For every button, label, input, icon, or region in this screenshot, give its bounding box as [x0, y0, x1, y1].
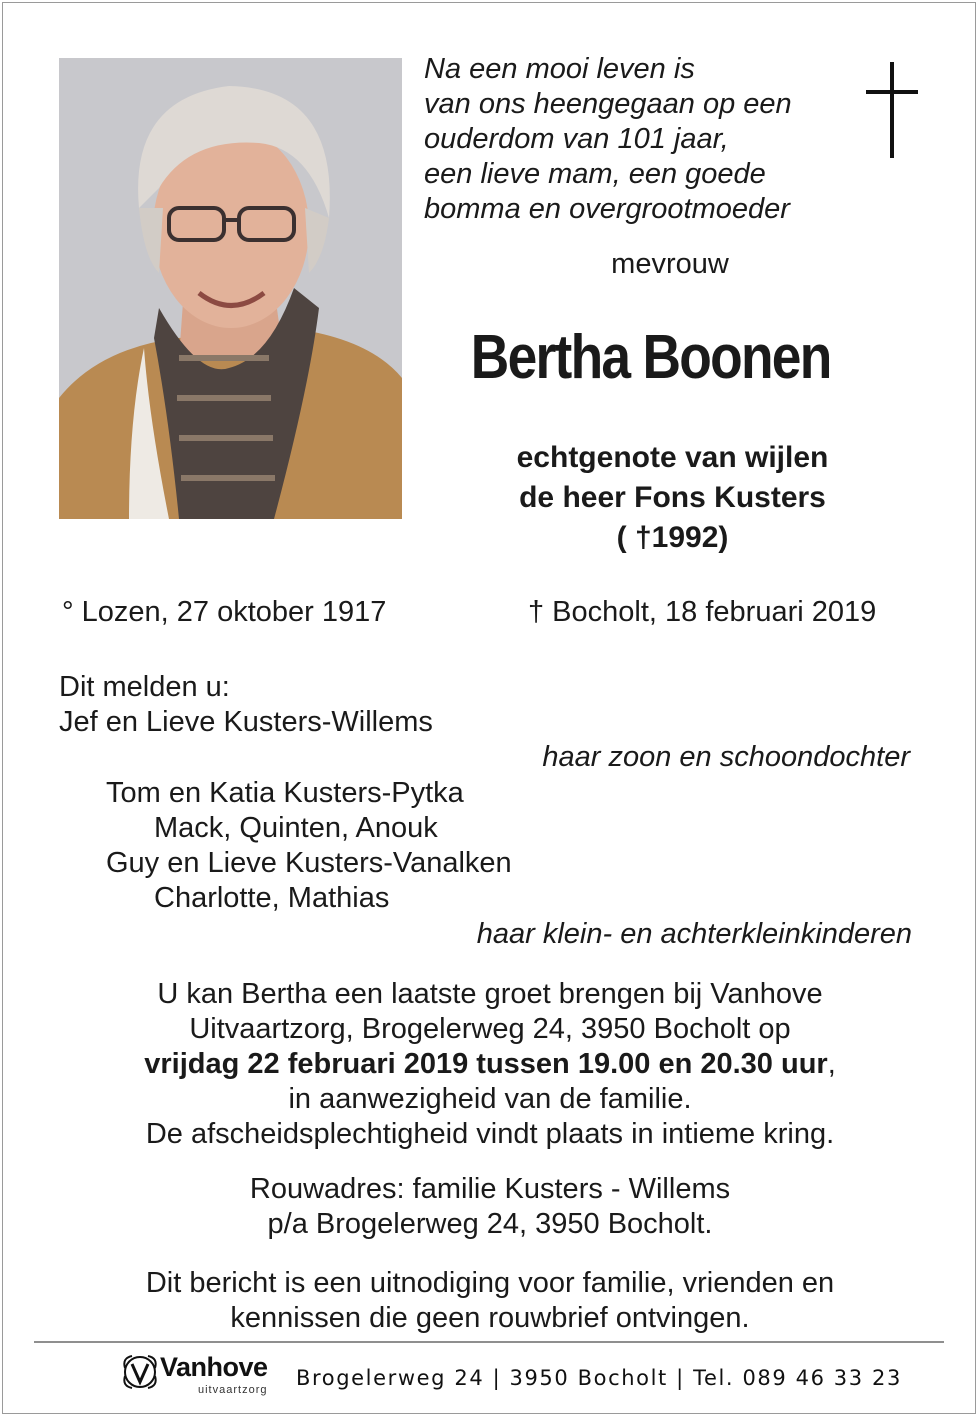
visitation-date-line [40, 1047, 940, 1082]
visitation-line: Uitvaartzorg, Brogelerweg 24, 3950 Bocholt op [189, 1013, 791, 1045]
spouse-line: de heer Fons Kusters [519, 481, 826, 514]
honorific-title: mevrouw [611, 248, 729, 280]
announcer-grandchild: Guy en Lieve Kusters-Vanalken [106, 847, 512, 879]
logo-name: Vanhove [160, 1352, 268, 1382]
visitation-block [40, 977, 940, 1152]
visitation-line: U kan Bertha een laatste groet brengen bij Vanhove [157, 978, 823, 1010]
visitation-date-comma: , [827, 1048, 836, 1080]
birth-date: ° Lozen, 27 oktober 1917 [62, 596, 387, 628]
spouse-info [440, 438, 905, 558]
footer-contact: Brogelerweg 24 | 3950 Bocholt | Tel. 089 46 33 23 [296, 1366, 902, 1390]
address-line: p/a Brogelerweg 24, 3950 Bocholt. [267, 1208, 713, 1240]
announcer-grandchild: Tom en Katia Kusters-Pytka [106, 777, 464, 809]
deceased-name: Bertha Boonen [470, 323, 831, 392]
announcer-son: Jef en Lieve Kusters-Willems [59, 706, 433, 738]
announcers-intro: Dit melden u: [59, 671, 230, 703]
intro-line: Na een mooi leven is [424, 53, 695, 85]
notice-line: kennissen die geen rouwbrief ontvingen. [230, 1302, 750, 1334]
cross-icon [862, 62, 922, 158]
relation-son: haar zoon en schoondochter [542, 741, 910, 773]
mourning-address [40, 1172, 940, 1242]
announcer-greatgrandchild: Mack, Quinten, Anouk [154, 812, 438, 844]
portrait-photo [59, 58, 402, 519]
intro-line: van ons heengegaan op een [424, 88, 792, 120]
visitation-line: in aanwezigheid van de familie. [288, 1083, 692, 1115]
intro-line: een lieve mam, een goede [424, 158, 766, 190]
vanhove-logo-icon [120, 1352, 160, 1392]
intro-line: ouderdom van 101 jaar, [424, 123, 729, 155]
spouse-line: ( †1992) [616, 521, 729, 554]
intro-line: bomma en overgrootmoeder [424, 193, 790, 225]
visitation-line: De afscheidsplechtigheid vindt plaats in intieme kring. [145, 1118, 835, 1150]
logo-subtitle: uitvaartzorg [198, 1384, 268, 1396]
announcer-greatgrandchild: Charlotte, Mathias [154, 882, 390, 914]
address-line: Rouwadres: familie Kusters - Willems [249, 1173, 731, 1205]
spouse-line: echtgenote van wijlen [516, 441, 829, 474]
footer-divider [34, 1341, 944, 1343]
vanhove-logo [120, 1352, 290, 1400]
relation-grandchildren: haar klein- en achterkleinkinderen [476, 918, 912, 950]
death-date: † Bocholt, 18 februari 2019 [528, 596, 877, 628]
visitation-date: vrijdag 22 februari 2019 tussen 19.00 en 20.30 uur [144, 1048, 828, 1080]
intro-text [424, 52, 854, 227]
notice-line: Dit bericht is een uitnodiging voor familie, vrienden en [145, 1267, 835, 1299]
notice-text [40, 1266, 940, 1336]
